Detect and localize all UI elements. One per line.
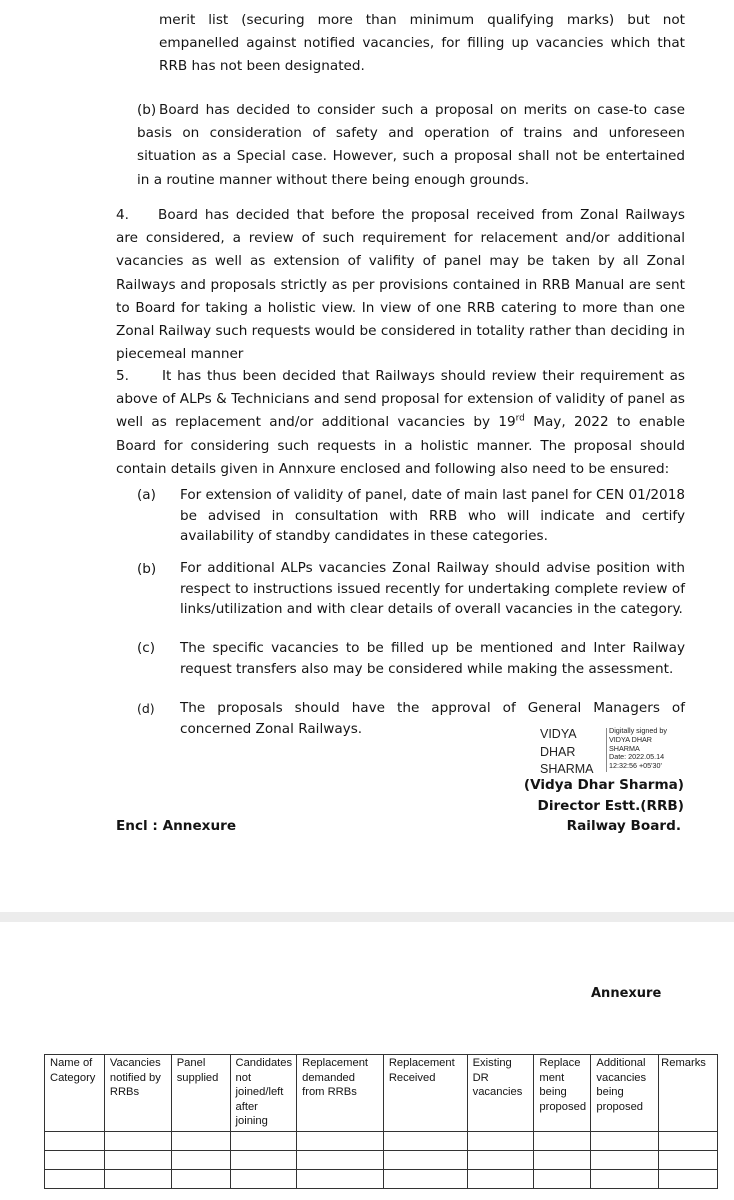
table-cell [534,1150,591,1169]
table-cell [659,1150,718,1169]
column-header: Additional vacancies being proposed [591,1055,659,1132]
column-header: Replace ment being proposed [534,1055,591,1132]
enclosure-note: Encl : Annexure [116,818,237,834]
table-cell [104,1131,171,1150]
item-a-text: For extension of validity of panel, date of main last panel for CEN 01/2018 be advised in consultation with RRB who will indicate and certify availability of standby candidates in these categories. [180,487,685,544]
item-c-text: The specific vacancies to be filled up be mentioned and Inter Railway request transfers also may be considered while making the assessment. [180,640,685,677]
table-cell [591,1169,659,1188]
column-header: Existing DR vacancies [467,1055,534,1132]
annexure-title: Annexure [591,986,662,1001]
table-row [45,1169,718,1188]
signatory-office: Railway Board. [566,818,681,834]
signature-detail-line: Date: 2022.05.14 [609,752,665,762]
item-b-label: (b) [137,561,157,577]
table-cell [467,1131,534,1150]
column-header: Candidates not joined/left after joining [230,1055,297,1132]
table-cell [534,1131,591,1150]
para5-body: It has thus been decided that Railways should review their requirement as above of ALPs & Technicians and send proposal for extension of validity of panel as well as replacement and/or additional vacancies by 19 [116,368,685,431]
para3b-label: (b) [137,102,157,118]
table-cell [383,1150,467,1169]
para5-superscript: rd [515,413,525,424]
para4-body: Board has decided that before the proposal received from Zonal Railways are considered, a review of such requirement for relacement and/or additional vacancies as well as extension of valifity of panel may be taken by all Zonal Railways and proposals strictly as per provisions contained in RRB Manual are sent to Board for taking a holistic view. In view of one RRB catering to more than one Zonal Railway such requests would be considered in totality rather than deciding in piecemeal manner [116,207,685,363]
table-cell [297,1150,384,1169]
signature-divider [606,728,607,772]
signature-detail-line: 12:32:56 +05'30' [609,761,662,771]
signature-name-line: VIDYA [540,727,577,741]
table-cell [467,1169,534,1188]
table-cell [104,1169,171,1188]
para5-text [116,365,685,481]
item-d-label: (d) [137,701,155,716]
table-cell [659,1131,718,1150]
column-header: Replacement Received [383,1055,467,1132]
table-cell [45,1131,105,1150]
table-cell [467,1150,534,1169]
table-cell [230,1131,297,1150]
column-header: Replacement demanded from RRBs [297,1055,384,1132]
annexure-body [45,1131,718,1188]
signature-details [609,727,667,771]
signatory-name: (Vidya Dhar Sharma) [523,777,684,793]
item-d-text: The proposals should have the approval of General Managers of concerned Zonal Railways. [180,700,685,737]
table-cell [171,1150,230,1169]
para5-body-end: May, 2022 to enable Board for considering such requests in a holistic manner. The proposal should contain details given in Annxure enclosed and following also need to be ensured: [116,414,685,477]
table-cell [297,1131,384,1150]
table-cell [230,1169,297,1188]
table-cell [591,1150,659,1169]
column-header: Vacancies notified by RRBs [104,1055,171,1132]
signature-name [540,726,593,779]
para3b-text: Board has decided to consider such a proposal on merits on case-to case basis on consideration of safety and operation of trains and unforeseen situation as a Special case. However, such a proposal shall not be entertained in a routine manner without there being enough grounds. [137,102,685,188]
item-b-text: For additional ALPs vacancies Zonal Railway should advise position with respect to instructions issued recently for undertaking complete review of links/utilization and with clear details of overall vacancies in the category. [180,560,685,617]
table-cell [383,1131,467,1150]
signature-name-line: DHAR [540,744,576,759]
table-cell [45,1169,105,1188]
column-header: Remarks [659,1055,718,1132]
para4-number: 4. [116,207,129,223]
table-row [45,1150,718,1169]
annexure-header-row [45,1055,718,1132]
column-header: Name of Category [45,1055,105,1132]
signatory-designation: Director Estt.(RRB) [537,798,684,814]
para4-text [116,204,685,366]
column-header: Panel supplied [171,1055,230,1132]
table-cell [297,1169,384,1188]
table-cell [104,1150,171,1169]
table-cell [171,1169,230,1188]
signature-name-line: SHARMA [540,762,594,776]
para3-continuation: merit list (securing more than minimum qualifying marks) but not empanelled against notified vacancies, for filling up vacancies which that RRB has not been designated. [159,12,685,75]
item-a-label: (a) [137,487,156,503]
page-separator [0,912,734,922]
table-cell [659,1169,718,1188]
annexure-table [44,1054,718,1189]
table-cell [230,1150,297,1169]
signature-detail-line: SHARMA [609,743,640,753]
signature-detail-line: Digitally signed by [609,726,667,735]
table-cell [45,1150,105,1169]
table-cell [591,1131,659,1150]
item-c-label: (c) [137,640,156,656]
signature-detail-line: VIDYA DHAR [609,734,653,744]
table-cell [383,1169,467,1188]
para5-number: 5. [116,368,129,384]
table-row [45,1131,718,1150]
table-cell [534,1169,591,1188]
table-cell [171,1131,230,1150]
